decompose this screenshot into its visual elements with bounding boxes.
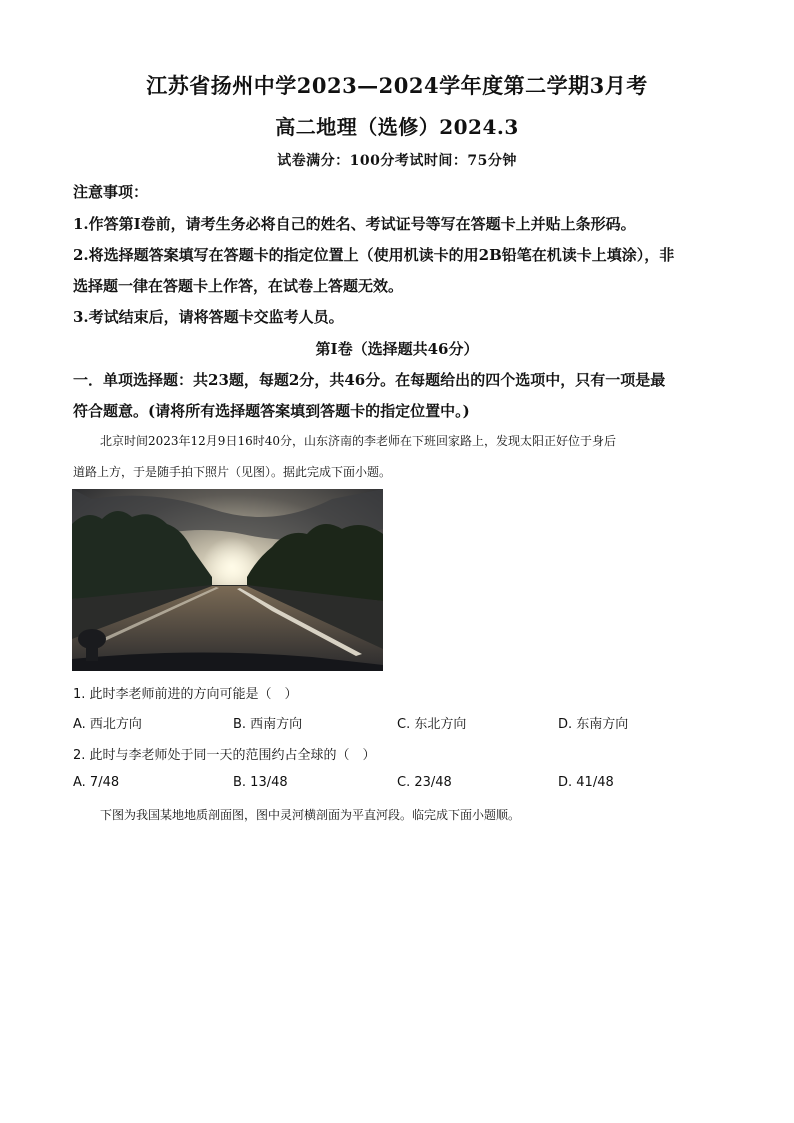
question-1-option-d[interactable]: D. 东南方向 — [558, 717, 629, 732]
question-1-option-b[interactable]: B. 西南方向 — [233, 717, 303, 732]
note-item-1: 1.作答第Ⅰ卷前，请考生务必将自己的姓名、考试证号等写在答题卡上并贴上条形码。 — [73, 215, 636, 233]
note-item-2-line-2: 选择题一律在答题卡上作答，在试卷上答题无效。 — [73, 277, 404, 295]
question-2-option-d[interactable]: D. 41/48 — [558, 775, 614, 790]
section-heading: 第Ⅰ卷（选择题共46分） — [315, 340, 479, 358]
passage-2-line-1: 下图为我国某地地质剖面图，图中灵河横剖面为平直河段。临完成下面小题顺。 — [100, 808, 521, 822]
section-instruction-line-1: 一．单项选择题：共23题，每题2分，共46分。在每题给出的四个选项中，只有一项是最 — [73, 371, 666, 389]
question-1-option-c[interactable]: C. 东北方向 — [397, 717, 467, 732]
exam-title: 江苏省扬州中学2023—2024学年度第二学期3月考 — [146, 73, 648, 98]
passage-1-line-1: 北京时间2023年12月9日16时40分，山东济南的李老师在下班回家路上，发现太阳正好位于身后 — [100, 434, 616, 448]
notes-heading: 注意事项： — [73, 183, 149, 201]
question-2-stem: 2. 此时与李老师处于同一天的范围约占全球的（ ） — [73, 748, 376, 763]
question-2-option-c[interactable]: C. 23/48 — [397, 775, 452, 790]
exam-subtitle: 高二地理（选修）2024.3 — [275, 115, 519, 139]
section-instruction-line-2: 符合题意。(请将所有选择题答案填到答题卡的指定位置中。) — [73, 402, 470, 420]
question-2-option-b[interactable]: B. 13/48 — [233, 775, 288, 790]
sunset-road-photo — [72, 489, 383, 671]
exam-info: 试卷满分：100分考试时间：75分钟 — [277, 153, 517, 169]
question-1-stem: 1. 此时李老师前进的方向可能是（ ） — [73, 687, 298, 702]
question-1-option-a[interactable]: A. 西北方向 — [73, 717, 142, 732]
passage-1-line-2: 道路上方，于是随手拍下照片（见图）。据此完成下面小题。 — [73, 465, 392, 479]
question-2-option-a[interactable]: A. 7/48 — [73, 775, 120, 790]
note-item-2-line-1: 2.将选择题答案填写在答题卡的指定位置上（使用机读卡的用2B铅笔在机读卡上填涂），非 — [73, 246, 675, 264]
note-item-3: 3.考试结束后，请将答题卡交监考人员。 — [73, 308, 344, 326]
